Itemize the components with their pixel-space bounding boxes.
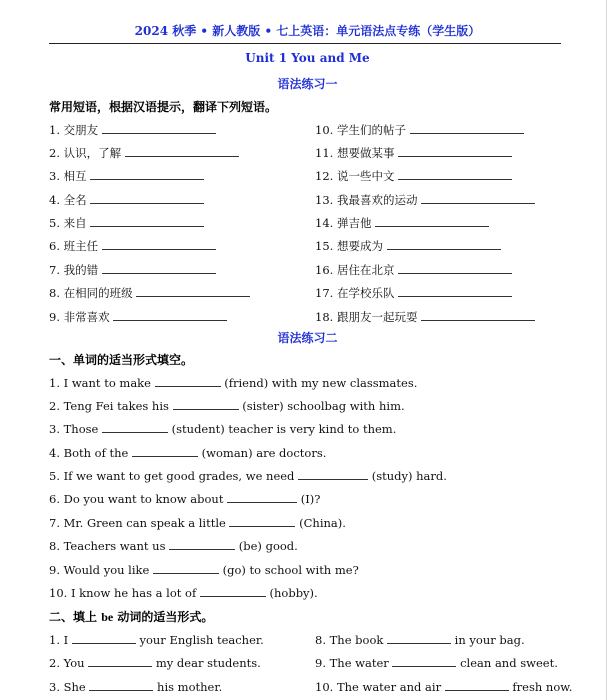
phrase-item: 9. 非常喜欢: [49, 309, 227, 325]
phrase-item: 1. 交朋友: [49, 122, 216, 138]
answer-blank[interactable]: [387, 238, 501, 250]
answer-blank[interactable]: [392, 655, 456, 667]
answer-blank[interactable]: [398, 285, 512, 297]
phrase-item: 11. 想要做某事: [315, 145, 512, 161]
fill-item: 2. You my dear students.: [49, 656, 261, 670]
part1-instruction: 常用短语，根据汉语提示，翻译下列短语。: [49, 100, 278, 114]
answer-blank[interactable]: [155, 375, 221, 387]
answer-blank[interactable]: [375, 215, 489, 227]
answer-blank[interactable]: [102, 262, 216, 274]
answer-blank[interactable]: [229, 515, 295, 527]
page-edge: [606, 0, 607, 700]
answer-blank[interactable]: [102, 421, 168, 433]
fill-item: 1. I want to make (friend) with my new classmates.: [49, 376, 418, 390]
answer-blank[interactable]: [88, 655, 152, 667]
phrase-item: 12. 说一些中文: [315, 168, 512, 184]
phrase-item: 5. 来自: [49, 215, 204, 231]
answer-blank[interactable]: [102, 238, 216, 250]
phrase-item: 7. 我的错: [49, 262, 216, 278]
answer-blank[interactable]: [90, 168, 204, 180]
fill-item: 8. Teachers want us (be) good.: [49, 539, 298, 553]
answer-blank[interactable]: [298, 468, 368, 480]
answer-blank[interactable]: [445, 679, 509, 691]
answer-blank[interactable]: [410, 122, 524, 134]
phrase-item: 18. 跟朋友一起玩耍: [315, 309, 535, 325]
fill-item: 3. Those (student) teacher is very kind to them.: [49, 422, 397, 436]
fill-item: 6. Do you want to know about (I)?: [49, 492, 321, 506]
answer-blank[interactable]: [227, 491, 297, 503]
answer-blank[interactable]: [421, 192, 535, 204]
answer-blank[interactable]: [153, 562, 219, 574]
phrase-item: 13. 我最喜欢的运动: [315, 192, 535, 208]
fill-item: 7. Mr. Green can speak a little (China).: [49, 516, 346, 530]
answer-blank[interactable]: [200, 585, 266, 597]
answer-blank[interactable]: [90, 215, 204, 227]
phrase-item: 17. 在学校乐队: [315, 285, 512, 301]
answer-blank[interactable]: [387, 632, 451, 644]
fill-item: 10. I know he has a lot of (hobby).: [49, 586, 318, 600]
answer-blank[interactable]: [398, 145, 512, 157]
answer-blank[interactable]: [102, 122, 216, 134]
answer-blank[interactable]: [136, 285, 250, 297]
answer-blank[interactable]: [90, 192, 204, 204]
practice-two-title: 语法练习二: [277, 331, 338, 345]
unit-title: Unit 1 You and Me: [245, 51, 370, 65]
fill-item: 3. She his mother.: [49, 680, 223, 694]
phrase-item: 4. 全名: [49, 192, 204, 208]
phrase-item: 8. 在相同的班级: [49, 285, 250, 301]
answer-blank[interactable]: [89, 679, 153, 691]
answer-blank[interactable]: [72, 632, 136, 644]
phrase-item: 2. 认识，了解: [49, 145, 239, 161]
phrase-item: 6. 班主任: [49, 238, 216, 254]
phrase-item: 15. 想要成为: [315, 238, 501, 254]
answer-blank[interactable]: [173, 398, 239, 410]
answer-blank[interactable]: [125, 145, 239, 157]
answer-blank[interactable]: [421, 309, 535, 321]
phrase-item: 3. 相互: [49, 168, 204, 184]
phrase-item: 14. 弹吉他: [315, 215, 489, 231]
doc-title: 2024 秋季 • 新人教版 • 七上英语：单元语法点专练（学生版）: [134, 24, 481, 38]
fill-item: 9. Would you like (go) to school with me?: [49, 563, 359, 577]
phrase-item: 16. 居住在北京: [315, 262, 512, 278]
answer-blank[interactable]: [398, 168, 512, 180]
fill-item: 9. The water clean and sweet.: [315, 656, 558, 670]
part3-heading: 二、填上 be 动词的适当形式。: [49, 610, 214, 624]
fill-item: 5. If we want to get good grades, we need (study) hard.: [49, 469, 447, 483]
fill-item: 2. Teng Fei takes his (sister) schoolbag with him.: [49, 399, 405, 413]
title-rule: [49, 43, 561, 44]
part2-heading: 一、单词的适当形式填空。: [49, 353, 194, 367]
fill-item: 8. The book in your bag.: [315, 633, 525, 647]
fill-item: 10. The water and air fresh now.: [315, 680, 573, 694]
answer-blank[interactable]: [398, 262, 512, 274]
answer-blank[interactable]: [169, 538, 235, 550]
answer-blank[interactable]: [113, 309, 227, 321]
phrase-item: 10. 学生们的帖子: [315, 122, 524, 138]
fill-item: 1. I your English teacher.: [49, 633, 264, 647]
practice-one-title: 语法练习一: [277, 77, 338, 91]
answer-blank[interactable]: [132, 445, 198, 457]
fill-item: 4. Both of the (woman) are doctors.: [49, 446, 327, 460]
